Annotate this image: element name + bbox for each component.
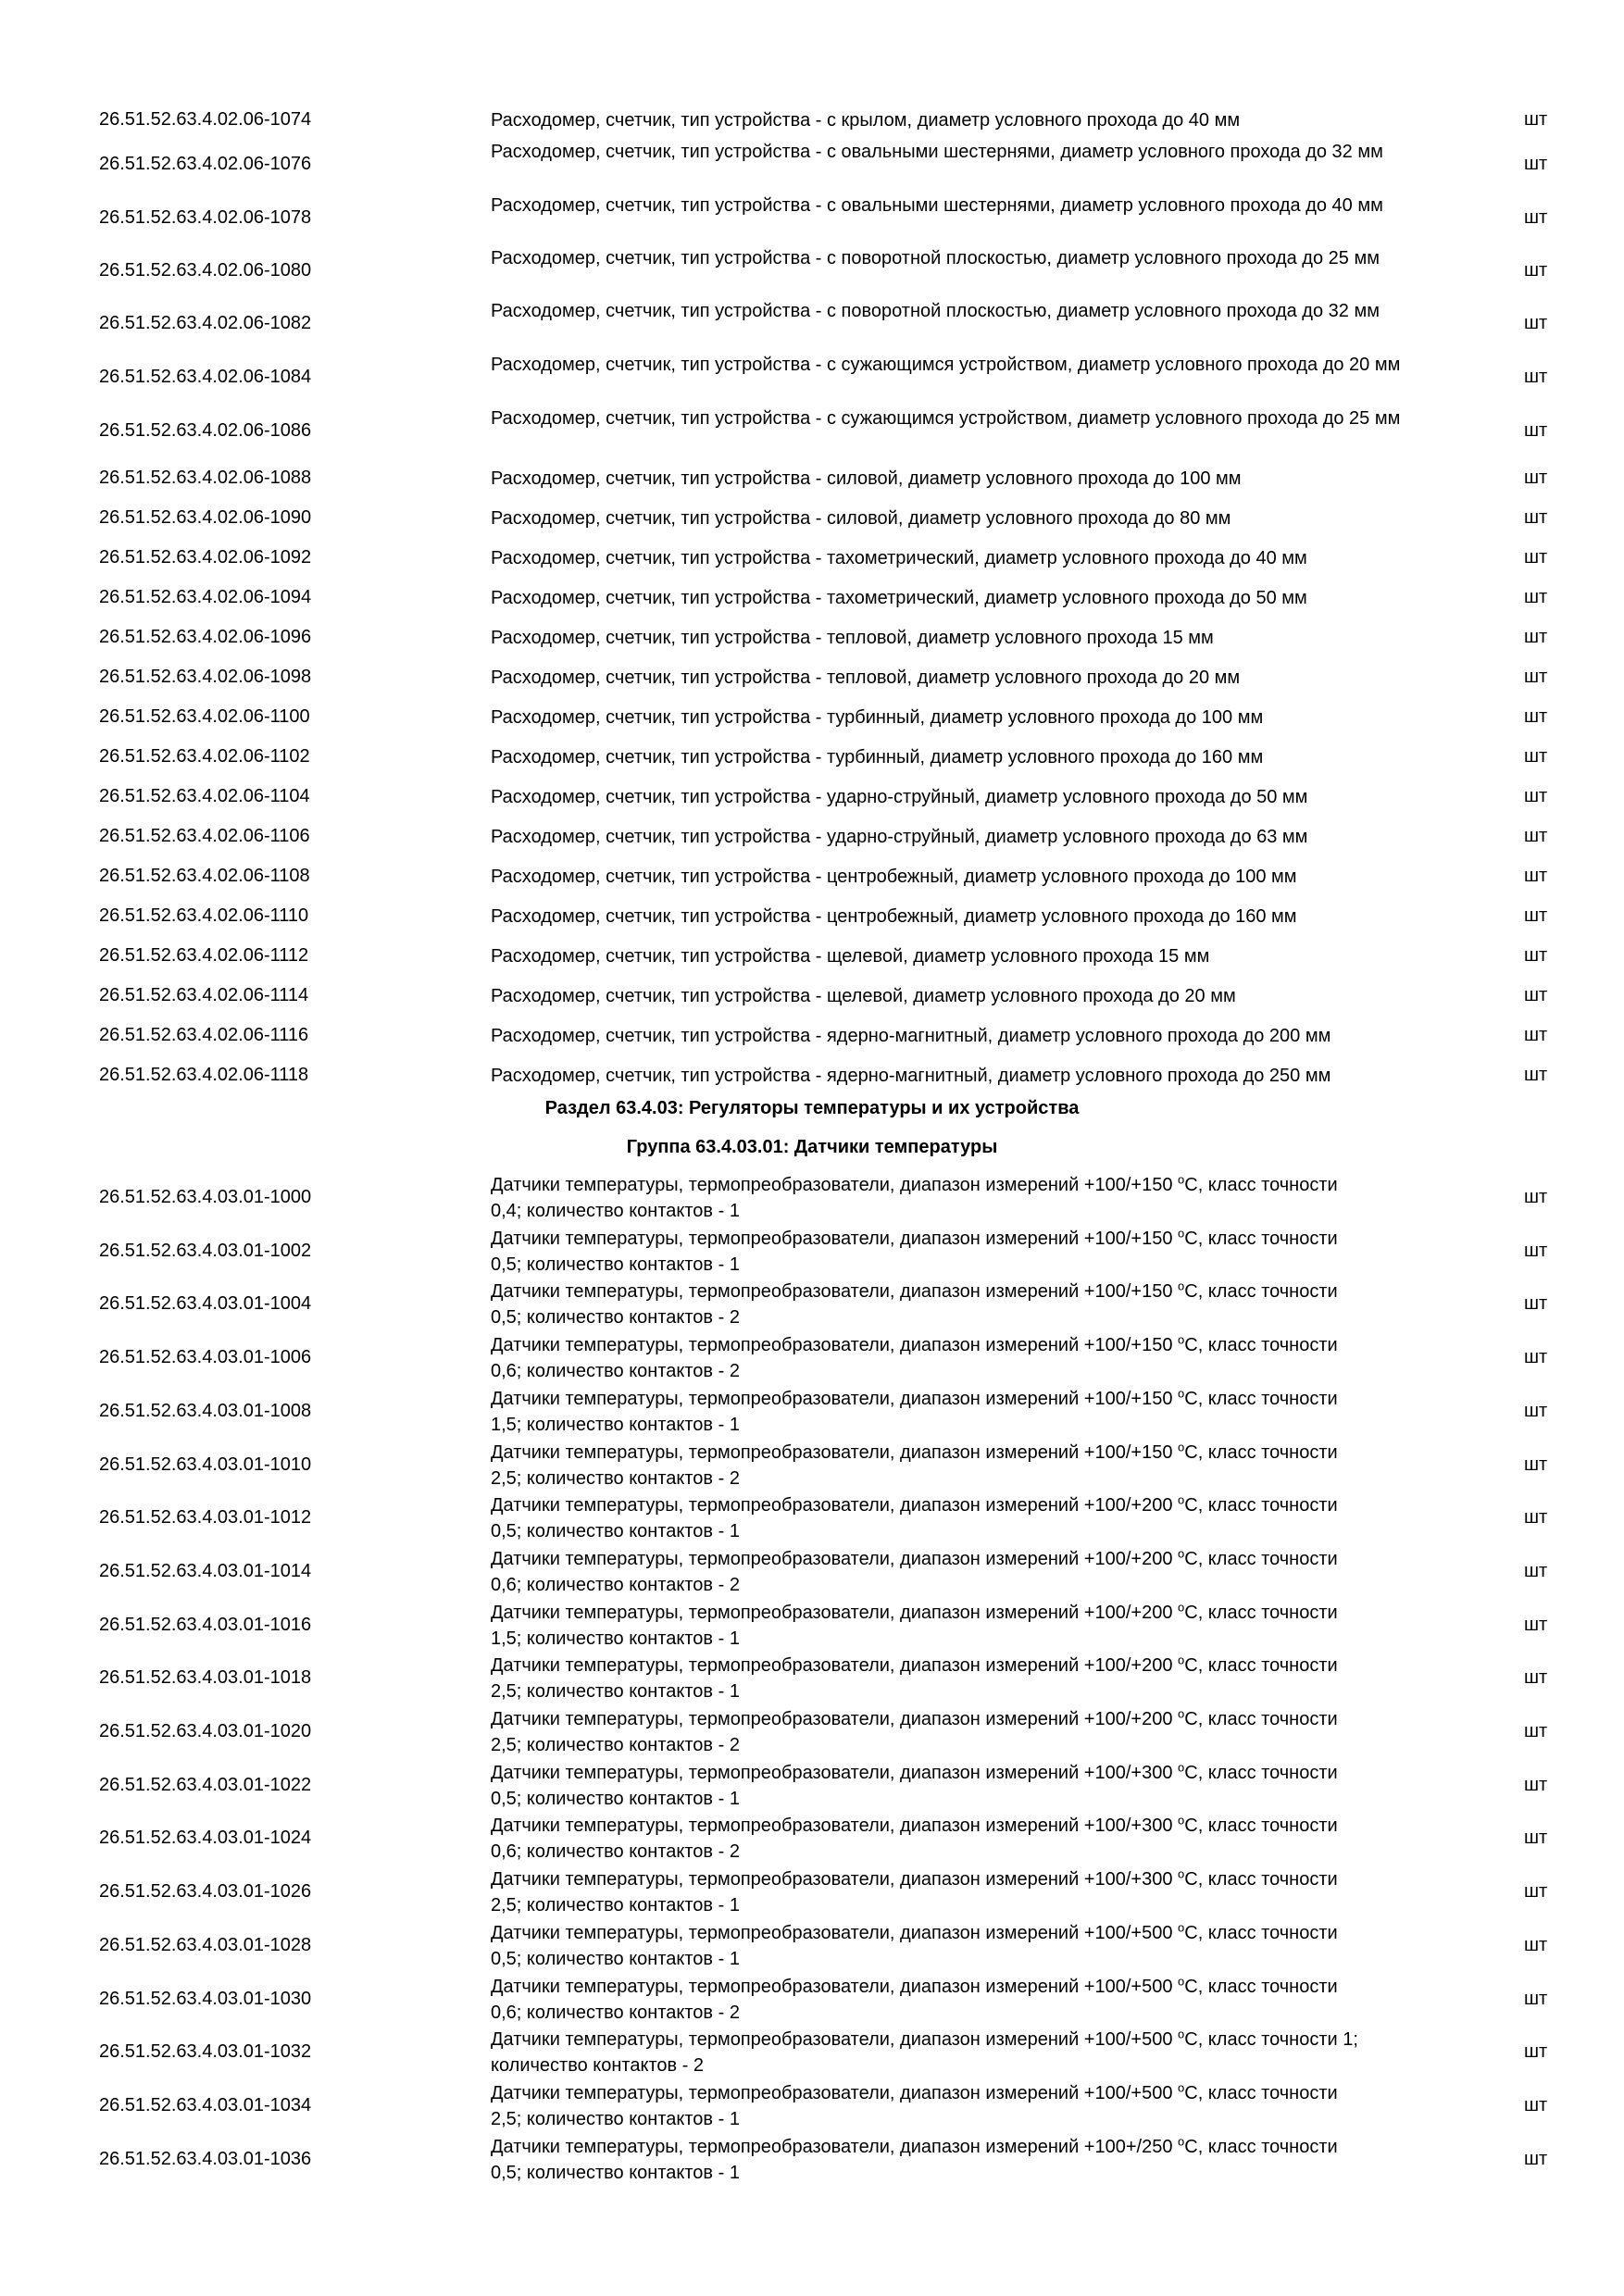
description-line-2: 0,6; количество контактов - 2 bbox=[491, 1841, 740, 1862]
item-unit: шт bbox=[1524, 1507, 1548, 1528]
description-line-2: 0,6; количество контактов - 2 bbox=[491, 1575, 740, 1595]
item-description bbox=[491, 1813, 1454, 1865]
item-code: 26.51.52.63.4.03.01-1008 bbox=[99, 1401, 312, 1421]
group-heading: Группа 63.4.03.01: Датчики температуры bbox=[626, 1137, 998, 1157]
degree-sign: o bbox=[1178, 1279, 1185, 1293]
item-description bbox=[491, 2027, 1454, 2078]
item-code: 26.51.52.63.4.03.01-1012 bbox=[99, 1507, 312, 1528]
description-line-1: Датчики температуры, термопреобразователи, диапазон измерений +100/+200 $^o$С, класс точности bbox=[491, 1600, 1338, 1623]
item-description: Расходомер, счетчик, тип устройства - щелевой, диаметр условного прохода 15 мм bbox=[491, 946, 1210, 967]
description-line-1: Датчики температуры, термопреобразователи, диапазон измерений +100/+500 $^o$С, класс точности bbox=[491, 1974, 1338, 1997]
degree-sign: o bbox=[1178, 1386, 1185, 1401]
item-code: 26.51.52.63.4.03.01-1000 bbox=[99, 1187, 312, 1207]
description-line-1: Датчики температуры, термопреобразователи, диапазон измерений +100/+300 $^o$С, класс точности bbox=[491, 1813, 1338, 1836]
degree-sign: o bbox=[1178, 1546, 1185, 1561]
item-code: 26.51.52.63.4.02.06-1074 bbox=[99, 109, 312, 130]
degree-sign: o bbox=[1178, 1600, 1185, 1615]
description-line-2: 1,5; количество контактов - 1 bbox=[491, 1628, 740, 1649]
description-line-2: 0,4; количество контактов - 1 bbox=[491, 1201, 740, 1221]
item-description: Расходомер, счетчик, тип устройства - с овальными шестернями, диаметр условного прохода до 40 мм bbox=[491, 195, 1383, 216]
item-unit: шт bbox=[1524, 826, 1548, 846]
item-unit: шт bbox=[1524, 985, 1548, 1005]
description-line-2: 0,5; количество контактов - 1 bbox=[491, 2163, 740, 2183]
degree-sign: o bbox=[1178, 1866, 1185, 1881]
description-line-2: 0,5; количество контактов - 2 bbox=[491, 1307, 740, 1328]
description-line-1: Датчики температуры, термопреобразователи, диапазон измерений +100/+300 $^o$С, класс точности bbox=[491, 1866, 1338, 1890]
item-code: 26.51.52.63.4.02.06-1084 bbox=[99, 367, 312, 387]
item-description: Расходомер, счетчик, тип устройства - турбинный, диаметр условного прохода до 100 мм bbox=[491, 707, 1264, 728]
item-code: 26.51.52.63.4.02.06-1104 bbox=[99, 786, 310, 806]
description-line-1: Датчики температуры, термопреобразователи, диапазон измерений +100/+500 $^o$С, класс точности bbox=[491, 1920, 1338, 1943]
item-unit: шт bbox=[1524, 905, 1548, 926]
item-description bbox=[491, 1279, 1454, 1330]
item-code: 26.51.52.63.4.02.06-1114 bbox=[99, 985, 309, 1005]
description-line-1: Датчики температуры, термопреобразователи, диапазон измерений +100/+150 $^o$С, класс точности bbox=[491, 1172, 1338, 1195]
description-line-2: 1,5; количество контактов - 1 bbox=[491, 1415, 740, 1435]
description-line-1: Датчики температуры, термопреобразователи, диапазон измерений +100/+200 $^o$С, класс точности bbox=[491, 1706, 1338, 1729]
item-description: Расходомер, счетчик, тип устройства - с крылом, диаметр условного прохода до 40 мм bbox=[491, 110, 1241, 131]
item-description bbox=[491, 1546, 1454, 1598]
item-code: 26.51.52.63.4.02.06-1098 bbox=[99, 667, 312, 687]
description-line-2: количество контактов - 2 bbox=[491, 2055, 705, 2076]
description-line-1: Датчики температуры, термопреобразователи, диапазон измерений +100/+150 $^o$С, класс точности bbox=[491, 1226, 1338, 1249]
degree-sign: o bbox=[1178, 1332, 1185, 1347]
item-description: Расходомер, счетчик, тип устройства - щелевой, диаметр условного прохода до 20 мм bbox=[491, 986, 1236, 1006]
description-line-2: 2,5; количество контактов - 1 bbox=[491, 1681, 740, 1702]
item-description bbox=[491, 1386, 1454, 1438]
item-unit: шт bbox=[1524, 2095, 1548, 2115]
item-code: 26.51.52.63.4.03.01-1004 bbox=[99, 1293, 312, 1314]
item-description: Расходомер, счетчик, тип устройства - с сужающимся устройством, диаметр условного прохода до 25 мм bbox=[491, 408, 1401, 429]
item-code: 26.51.52.63.4.03.01-1016 bbox=[99, 1615, 312, 1635]
degree-sign: o bbox=[1178, 2080, 1185, 2095]
description-line-1: Датчики температуры, термопреобразователи, диапазон измерений +100/+150 $^o$С, класс точности bbox=[491, 1386, 1338, 1409]
item-code: 26.51.52.63.4.02.06-1092 bbox=[99, 547, 312, 568]
item-unit: шт bbox=[1524, 945, 1548, 966]
item-description: Расходомер, счетчик, тип устройства - ядерно-магнитный, диаметр условного прохода до 200 мм bbox=[491, 1026, 1331, 1046]
description-line-2: 2,5; количество контактов - 2 bbox=[491, 1735, 740, 1755]
item-unit: шт bbox=[1524, 1187, 1548, 1207]
degree-sign: o bbox=[1178, 1760, 1185, 1775]
item-description bbox=[491, 1492, 1454, 1544]
degree-sign: o bbox=[1178, 1974, 1185, 1989]
item-description: Расходомер, счетчик, тип устройства - тепловой, диаметр условного прохода до 20 мм bbox=[491, 668, 1241, 688]
item-unit: шт bbox=[1524, 207, 1548, 228]
degree-sign: o bbox=[1178, 1226, 1185, 1241]
item-unit: шт bbox=[1524, 1667, 1548, 1688]
item-code: 26.51.52.63.4.03.01-1020 bbox=[99, 1721, 312, 1741]
description-line-2: 0,5; количество контактов - 1 bbox=[491, 1789, 740, 1809]
item-code: 26.51.52.63.4.03.01-1024 bbox=[99, 1828, 312, 1848]
item-code: 26.51.52.63.4.03.01-1002 bbox=[99, 1241, 312, 1261]
item-description bbox=[491, 2080, 1454, 2132]
description-line-1: Датчики температуры, термопреобразователи, диапазон измерений +100/+500 $^o$С, класс точности 1; bbox=[491, 2027, 1358, 2050]
item-description: Расходомер, счетчик, тип устройства - с сужающимся устройством, диаметр условного прохода до 20 мм bbox=[491, 355, 1401, 375]
degree-sign: o bbox=[1178, 1172, 1185, 1187]
item-unit: шт bbox=[1524, 1454, 1548, 1475]
description-line-1: Датчики температуры, термопреобразователи, диапазон измерений +100/+300 $^o$С, класс точности bbox=[491, 1760, 1338, 1783]
description-line-1: Датчики температуры, термопреобразователи, диапазон измерений +100/+200 $^o$С, класс точности bbox=[491, 1653, 1338, 1676]
item-description: Расходомер, счетчик, тип устройства - ударно-струйный, диаметр условного прохода до 63 мм bbox=[491, 827, 1308, 847]
item-code: 26.51.52.63.4.02.06-1116 bbox=[99, 1025, 309, 1045]
item-description bbox=[491, 1760, 1454, 1812]
item-description: Расходомер, счетчик, тип устройства - с поворотной плоскостью, диаметр условного прохода до 25 мм bbox=[491, 248, 1380, 268]
item-unit: шт bbox=[1524, 746, 1548, 767]
item-unit: шт bbox=[1524, 667, 1548, 687]
item-unit: шт bbox=[1524, 1775, 1548, 1795]
item-unit: шт bbox=[1524, 1561, 1548, 1581]
item-code: 26.51.52.63.4.02.06-1090 bbox=[99, 507, 312, 528]
description-line-1: Датчики температуры, термопреобразователи, диапазон измерений +100/+150 $^o$С, класс точности bbox=[491, 1279, 1338, 1302]
item-unit: шт bbox=[1524, 260, 1548, 281]
degree-sign: o bbox=[1178, 1653, 1185, 1667]
description-line-1: Датчики температуры, термопреобразователи, диапазон измерений +100/+150 $^o$С, класс точности bbox=[491, 1332, 1338, 1355]
item-code: 26.51.52.63.4.02.06-1100 bbox=[99, 706, 310, 727]
item-unit: шт bbox=[1524, 154, 1548, 174]
item-code: 26.51.52.63.4.03.01-1032 bbox=[99, 2041, 312, 2062]
item-unit: шт bbox=[1524, 1347, 1548, 1367]
item-code: 26.51.52.63.4.03.01-1014 bbox=[99, 1561, 312, 1581]
item-unit: шт bbox=[1524, 109, 1548, 130]
item-description bbox=[491, 1172, 1454, 1224]
item-code: 26.51.52.63.4.03.01-1030 bbox=[99, 1989, 312, 2009]
description-line-2: 0,5; количество контактов - 1 bbox=[491, 1949, 740, 1969]
degree-sign: o bbox=[1178, 1492, 1185, 1507]
item-code: 26.51.52.63.4.02.06-1088 bbox=[99, 468, 312, 488]
item-description: Расходомер, счетчик, тип устройства - с овальными шестернями, диаметр условного прохода до 32 мм bbox=[491, 142, 1383, 162]
item-unit: шт bbox=[1524, 1293, 1548, 1314]
item-code: 26.51.52.63.4.02.06-1112 bbox=[99, 945, 309, 966]
item-unit: шт bbox=[1524, 1025, 1548, 1045]
item-code: 26.51.52.63.4.02.06-1094 bbox=[99, 587, 312, 607]
item-code: 26.51.52.63.4.02.06-1082 bbox=[99, 313, 312, 333]
description-line-2: 2,5; количество контактов - 2 bbox=[491, 1468, 740, 1489]
item-unit: шт bbox=[1524, 1615, 1548, 1635]
item-description: Расходомер, счетчик, тип устройства - центробежный, диаметр условного прохода до 160 мм bbox=[491, 906, 1297, 927]
item-code: 26.51.52.63.4.03.01-1010 bbox=[99, 1454, 312, 1475]
item-description: Расходомер, счетчик, тип устройства - тахометрический, диаметр условного прохода до 40 мм bbox=[491, 548, 1307, 568]
description-line-1: Датчики температуры, термопреобразователи, диапазон измерений +100+/250 $^o$С, класс точности bbox=[491, 2134, 1338, 2157]
degree-sign: o bbox=[1178, 1813, 1185, 1828]
item-description bbox=[491, 1920, 1454, 1972]
item-code: 26.51.52.63.4.03.01-1026 bbox=[99, 1881, 312, 1902]
description-line-1: Датчики температуры, термопреобразователи, диапазон измерений +100/+200 $^o$С, класс точности bbox=[491, 1546, 1338, 1569]
description-line-2: 0,5; количество контактов - 1 bbox=[491, 1254, 740, 1275]
item-unit: шт bbox=[1524, 1989, 1548, 2009]
item-unit: шт bbox=[1524, 1065, 1548, 1085]
item-description: Расходомер, счетчик, тип устройства - ударно-струйный, диаметр условного прохода до 50 мм bbox=[491, 787, 1308, 807]
description-line-2: 2,5; количество контактов - 1 bbox=[491, 1895, 740, 1915]
item-unit: шт bbox=[1524, 313, 1548, 333]
item-description bbox=[491, 1974, 1454, 2026]
item-code: 26.51.52.63.4.02.06-1108 bbox=[99, 866, 310, 886]
degree-sign: o bbox=[1178, 1706, 1185, 1721]
item-description bbox=[491, 1866, 1454, 1918]
item-description: Расходомер, счетчик, тип устройства - центробежный, диаметр условного прохода до 100 мм bbox=[491, 867, 1297, 887]
item-unit: шт bbox=[1524, 420, 1548, 441]
item-code: 26.51.52.63.4.03.01-1036 bbox=[99, 2149, 312, 2169]
item-code: 26.51.52.63.4.03.01-1028 bbox=[99, 1935, 312, 1955]
item-code: 26.51.52.63.4.03.01-1006 bbox=[99, 1347, 312, 1367]
degree-sign: o bbox=[1178, 2134, 1185, 2149]
item-code: 26.51.52.63.4.02.06-1106 bbox=[99, 826, 310, 846]
item-code: 26.51.52.63.4.02.06-1102 bbox=[99, 746, 310, 767]
degree-sign: o bbox=[1178, 2027, 1185, 2041]
item-code: 26.51.52.63.4.02.06-1118 bbox=[99, 1065, 309, 1085]
item-unit: шт bbox=[1524, 706, 1548, 727]
section-heading: Раздел 63.4.03: Регуляторы температуры и их устройства bbox=[544, 1098, 1080, 1118]
item-unit: шт bbox=[1524, 2041, 1548, 2062]
item-unit: шт bbox=[1524, 1401, 1548, 1421]
description-line-1: Датчики температуры, термопреобразователи, диапазон измерений +100/+150 $^o$С, класс точности bbox=[491, 1440, 1338, 1463]
item-code: 26.51.52.63.4.03.01-1034 bbox=[99, 2095, 312, 2115]
item-code: 26.51.52.63.4.03.01-1022 bbox=[99, 1775, 312, 1795]
item-unit: шт bbox=[1524, 587, 1548, 607]
description-line-1: Датчики температуры, термопреобразователи, диапазон измерений +100/+200 $^o$С, класс точности bbox=[491, 1492, 1338, 1516]
item-description: Расходомер, счетчик, тип устройства - с поворотной плоскостью, диаметр условного прохода до 32 мм bbox=[491, 301, 1380, 321]
item-description: Расходомер, счетчик, тип устройства - силовой, диаметр условного прохода до 80 мм bbox=[491, 508, 1231, 529]
item-unit: шт bbox=[1524, 1241, 1548, 1261]
item-unit: шт bbox=[1524, 1935, 1548, 1955]
item-unit: шт bbox=[1524, 468, 1548, 488]
degree-sign: o bbox=[1178, 1440, 1185, 1454]
item-description bbox=[491, 2134, 1454, 2186]
item-unit: шт bbox=[1524, 547, 1548, 568]
item-unit: шт bbox=[1524, 627, 1548, 647]
description-line-2: 2,5; количество контактов - 1 bbox=[491, 2109, 740, 2129]
item-description bbox=[491, 1706, 1454, 1758]
description-line-2: 0,6; количество контактов - 2 bbox=[491, 1361, 740, 1381]
item-description: Расходомер, счетчик, тип устройства - тепловой, диаметр условного прохода 15 мм bbox=[491, 628, 1214, 648]
description-line-1: Датчики температуры, термопреобразователи, диапазон измерений +100/+500 $^o$С, класс точности bbox=[491, 2080, 1338, 2103]
item-description bbox=[491, 1440, 1454, 1491]
item-description bbox=[491, 1600, 1454, 1652]
item-code: 26.51.52.63.4.02.06-1096 bbox=[99, 627, 312, 647]
item-description: Расходомер, счетчик, тип устройства - турбинный, диаметр условного прохода до 160 мм bbox=[491, 747, 1264, 767]
item-unit: шт bbox=[1524, 367, 1548, 387]
degree-sign: o bbox=[1178, 1920, 1185, 1935]
item-description bbox=[491, 1653, 1454, 1704]
item-code: 26.51.52.63.4.03.01-1018 bbox=[99, 1667, 312, 1688]
item-code: 26.51.52.63.4.02.06-1086 bbox=[99, 420, 312, 441]
description-line-2: 0,6; количество контактов - 2 bbox=[491, 2003, 740, 2023]
item-code: 26.51.52.63.4.02.06-1110 bbox=[99, 905, 309, 926]
description-line-2: 0,5; количество контактов - 1 bbox=[491, 1521, 740, 1541]
item-description bbox=[491, 1332, 1454, 1384]
item-unit: шт bbox=[1524, 2149, 1548, 2169]
item-description: Расходомер, счетчик, тип устройства - силовой, диаметр условного прохода до 100 мм bbox=[491, 468, 1242, 489]
item-unit: шт bbox=[1524, 1828, 1548, 1848]
item-description: Расходомер, счетчик, тип устройства - тахометрический, диаметр условного прохода до 50 мм bbox=[491, 588, 1307, 608]
item-description bbox=[491, 1226, 1454, 1278]
item-unit: шт bbox=[1524, 507, 1548, 528]
item-code: 26.51.52.63.4.02.06-1076 bbox=[99, 154, 312, 174]
item-description: Расходомер, счетчик, тип устройства - ядерно-магнитный, диаметр условного прохода до 250 мм bbox=[491, 1066, 1331, 1086]
item-unit: шт bbox=[1524, 786, 1548, 806]
item-code: 26.51.52.63.4.02.06-1080 bbox=[99, 260, 312, 281]
item-unit: шт bbox=[1524, 866, 1548, 886]
item-code: 26.51.52.63.4.02.06-1078 bbox=[99, 207, 312, 228]
item-unit: шт bbox=[1524, 1881, 1548, 1902]
item-unit: шт bbox=[1524, 1721, 1548, 1741]
